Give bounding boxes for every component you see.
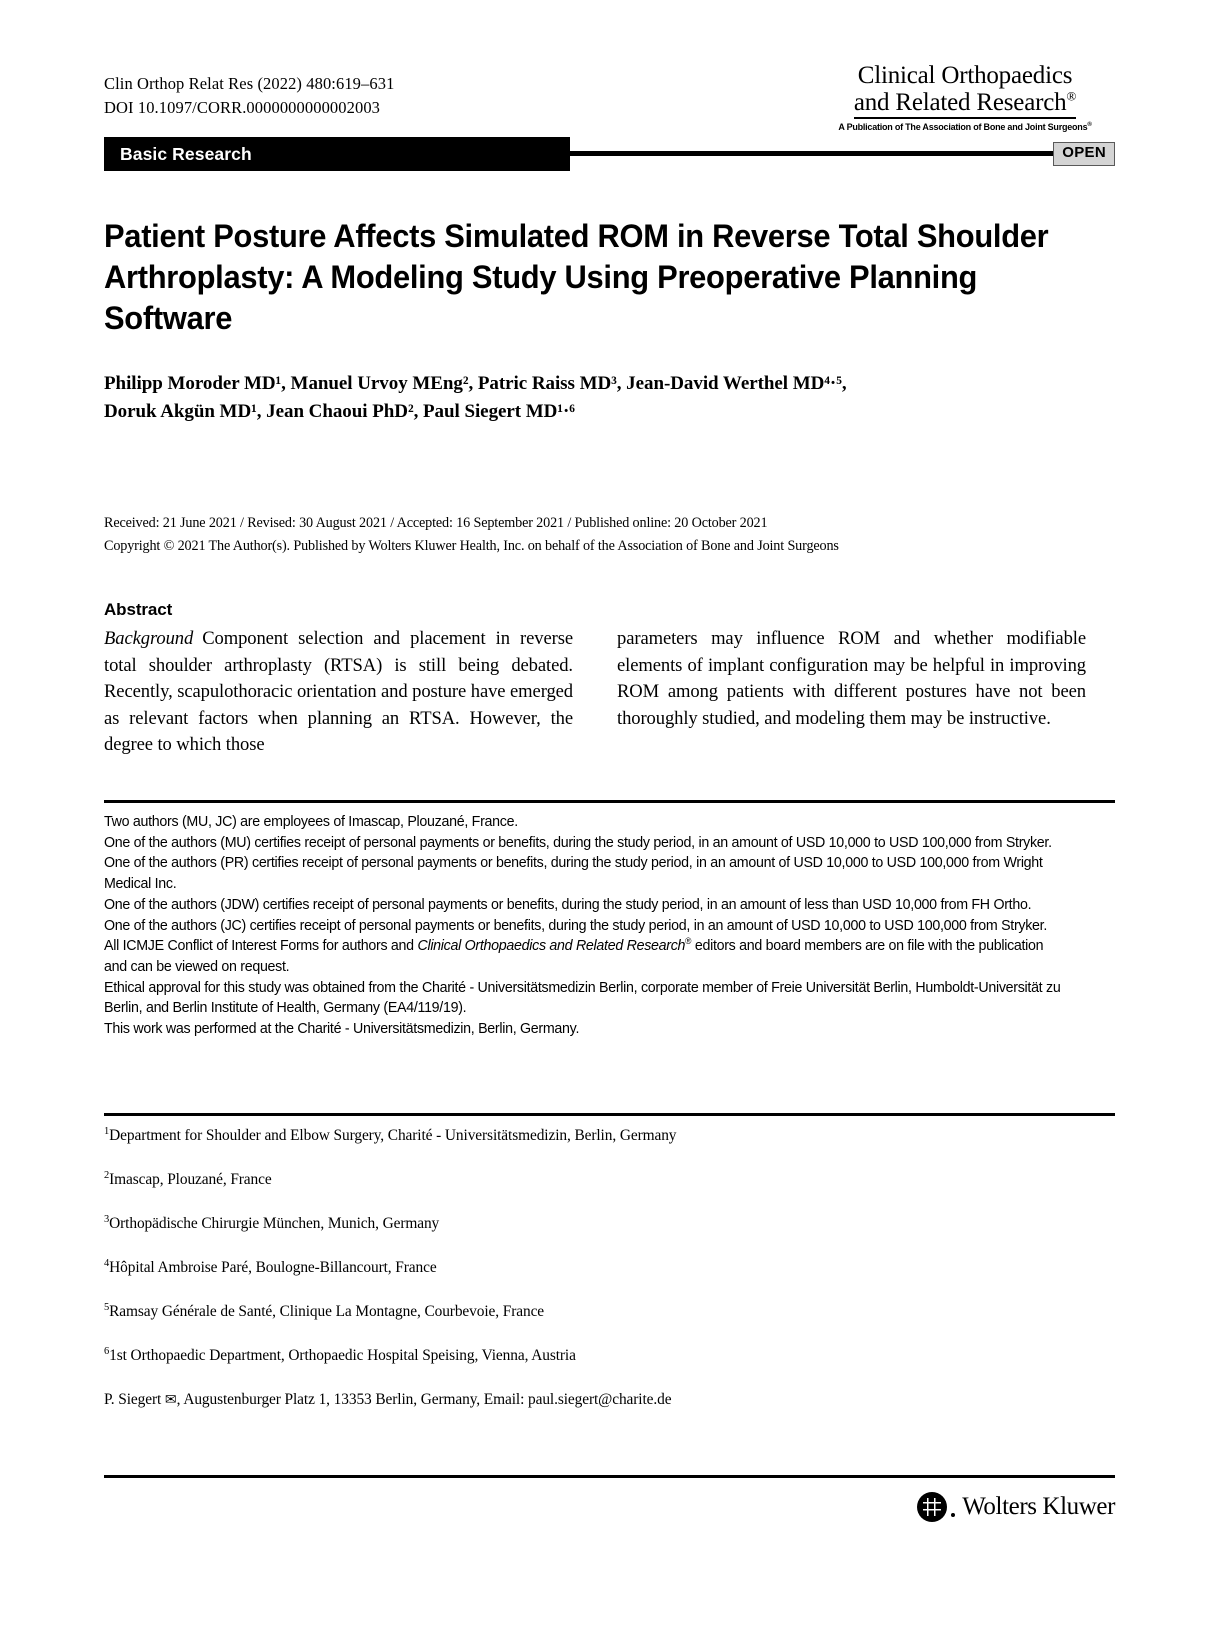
journal-name-line2: and Related Research® [854, 89, 1076, 119]
journal-tagline: A Publication of The Association of Bone and Joint Surgeons® [838, 121, 1092, 134]
banner-divider [570, 151, 1115, 156]
corresponding-author-address: , Augustenburger Platz 1, 13353 Berlin, Germany, Email: paul.siegert@charite.de [176, 1391, 672, 1409]
footer-divider [104, 1475, 1115, 1478]
affiliation-text: 1st Orthopaedic Department, Orthopaedic Hospital Speising, Vienna, Austria [109, 1347, 576, 1365]
corresponding-author [104, 1390, 1086, 1410]
affiliation-item [104, 1170, 1086, 1190]
journal-name-italic: Clinical Orthopaedics and Related Research [417, 938, 686, 955]
icmje-statement: All ICMJE Conflict of Interest Forms for authors and Clinical Orthopaedics and Related Research® editors and board members are on file with the publication and can be viewed on request. [104, 936, 1044, 976]
doi-line: DOI 10.1097/CORR.0000000000002003 [104, 97, 381, 117]
author-line-1: Philipp Moroder MD¹, Manuel Urvoy MEng², Patric Raiss MD³, Jean-David Werthel MD⁴·⁵, [104, 373, 847, 394]
tagline-registered-icon: ® [1087, 121, 1092, 128]
page-title: Patient Posture Affects Simulated ROM in Reverse Total Shoulder Arthroplasty: A Modeling Study Using Preoperative Planning Software [104, 218, 1049, 336]
journal-logo [815, 62, 1115, 133]
affiliation-marker: 4 [104, 1257, 110, 1269]
envelope-icon: ✉ [164, 1392, 177, 1409]
section-banner-block [104, 137, 570, 171]
abstract-text-right: parameters may influence ROM and whether modifiable elements of implant configuration may be helpful in improving ROM among patients with different postures have not been thoroughly studied, and modeling them may be instructive. [617, 628, 1086, 729]
registered-trademark-icon: ® [1066, 88, 1077, 104]
ethics-statement: Ethical approval for this study was obtained from the Charité - Universitätsmedizin Berlin, corporate member of Freie Universität Berlin, Humboldt-Universität zu Berlin, and Berlin Institute of Health, Germany (EA4/119/19). [104, 979, 1061, 1017]
abstract-column-left [104, 626, 573, 759]
abstract-text-left: Component selection and placement in reverse total shoulder arthroplasty (RTSA) is still being debated. Recently, scapulothoracic orientation and posture have emerged as relevant factors when planning an RTSA. However, the degree to which those [104, 628, 573, 756]
received-line: Received: 21 June 2021 / Revised: 30 August 2021 / Accepted: 16 September 2021 / Published online: 20 October 2021 [104, 515, 768, 531]
disclosures-block [104, 812, 1061, 1040]
abstract-body [104, 626, 1086, 759]
copyright-line: Copyright © 2021 The Author(s). Published by Wolters Kluwer Health, Inc. on behalf of the Association of Bone and Joint Surgeons [104, 538, 839, 554]
disclosure-item: Two authors (MU, JC) are employees of Imascap, Plouzané, France. [104, 814, 518, 830]
section-label: Basic Research [120, 144, 252, 164]
affiliation-marker: 3 [104, 1213, 110, 1225]
disclosure-item: One of the authors (JC) certifies receipt of personal payments or benefits, during the study period, in an amount of USD 10,000 to USD 100,000 from Stryker. [104, 917, 1048, 934]
affiliation-item [104, 1302, 1086, 1322]
affiliation-text: Imascap, Plouzané, France [109, 1171, 272, 1189]
publisher-logo [917, 1492, 1115, 1522]
disclosure-item: One of the authors (MU) certifies receipt of personal payments or benefits, during the study period, in an amount of USD 10,000 to USD 100,000 from Stryker. [104, 834, 1052, 851]
abstract-column-right [617, 626, 1086, 759]
affiliations-block [104, 1126, 1086, 1410]
disclosure-item: One of the authors (PR) certifies receipt of personal payments or benefits, during the study period, in an amount of USD 10,000 to USD 100,000 from Wright Medical Inc. [104, 855, 1043, 893]
affiliations-divider [104, 1113, 1115, 1116]
work-performed-statement: This work was performed at the Charité - Universitätsmedizin, Berlin, Germany. [104, 1021, 580, 1038]
page-header [104, 62, 1115, 132]
abstract-heading: Abstract [104, 600, 173, 619]
disclosure-item: One of the authors (JDW) certifies receipt of personal payments or benefits, during the study period, in an amount of less than USD 10,000 from FH Ortho. [104, 896, 1032, 913]
affiliation-marker: 6 [104, 1345, 110, 1357]
author-list [104, 370, 1044, 426]
corresponding-author-name: P. Siegert [104, 1391, 162, 1409]
registered-trademark-icon: ® [685, 936, 692, 947]
journal-name-line1: Clinical Orthopaedics [857, 62, 1073, 89]
affiliation-item [104, 1346, 1086, 1366]
author-line-2: Doruk Akgün MD¹, Jean Chaoui PhD², Paul Siegert MD¹·⁶ [104, 401, 575, 423]
citation-line: Clin Orthop Relat Res (2022) 480:619–631 [104, 74, 395, 93]
affiliation-item [104, 1258, 1086, 1278]
affiliation-text: Department for Shoulder and Elbow Surgery, Charité - Universitätsmedizin, Berlin, Germany [109, 1127, 677, 1144]
affiliation-text: Orthopädische Chirurgie München, Munich, Germany [109, 1215, 440, 1233]
wolters-kluwer-mark-icon [917, 1492, 947, 1522]
open-access-badge[interactable]: OPEN [1053, 142, 1115, 166]
affiliation-item [104, 1214, 1086, 1234]
disclosures-divider [104, 800, 1115, 803]
publisher-name: Wolters Kluwer [962, 1493, 1115, 1520]
logo-dot-icon [951, 1513, 955, 1517]
affiliation-item [104, 1126, 1086, 1146]
affiliation-text: Ramsay Générale de Santé, Clinique La Montagne, Courbevoie, France [109, 1303, 545, 1321]
affiliation-marker: 1 [104, 1125, 110, 1137]
section-banner [0, 137, 1219, 171]
affiliation-text: Hôpital Ambroise Paré, Boulogne-Billancourt, France [109, 1259, 437, 1277]
abstract-section-label: Background [104, 628, 194, 649]
affiliation-marker: 5 [104, 1301, 110, 1313]
affiliation-marker: 2 [104, 1169, 110, 1181]
citation-block [104, 72, 394, 120]
publication-dates-block [104, 512, 1084, 558]
